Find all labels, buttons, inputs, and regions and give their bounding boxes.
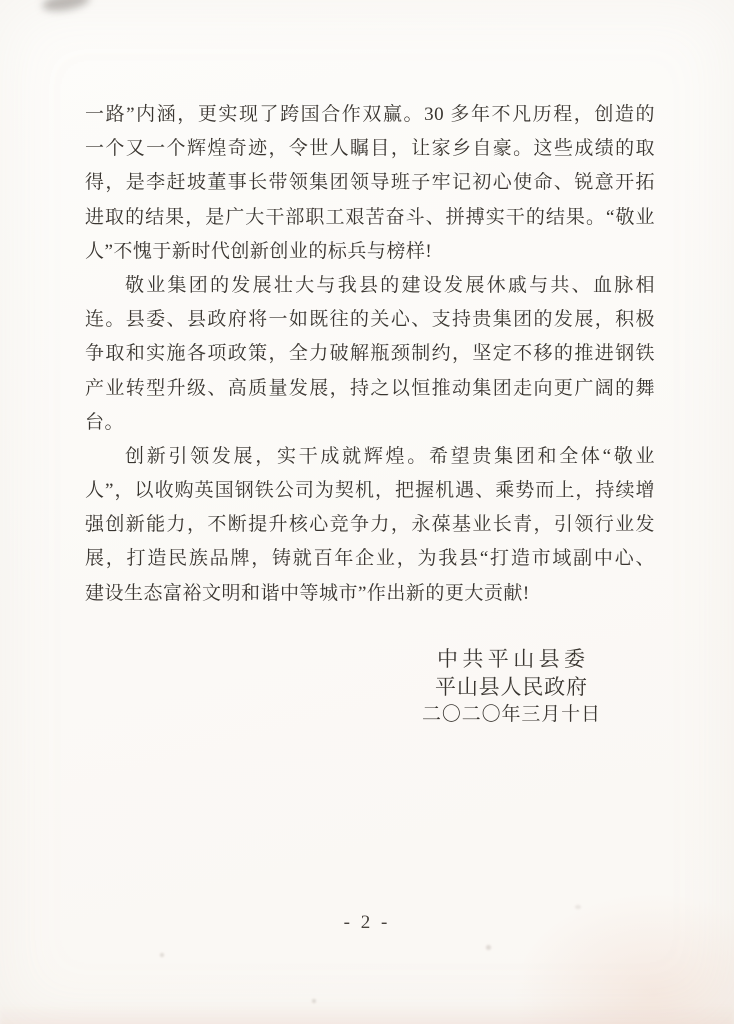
body-line: 产业转型升级、高质量发展，持之以恒推动集团走向更广阔的舞: [85, 377, 655, 399]
signature-block: [422, 645, 600, 729]
body-line: 得，是李赶坡董事长带领集团领导班子牢记初心使命、锐意开拓: [85, 172, 655, 194]
signature-date: 二〇二〇年三月十日: [422, 704, 600, 725]
body-line: 敬业集团的发展壮大与我县的建设发展休戚与共、血脉相: [125, 274, 655, 296]
body-line: 强创新能力，不断提升核心竞争力，永葆基业长青，引领行业发: [85, 514, 655, 536]
body-line: 一路”内涵，更实现了跨国合作双赢。30 多年不凡历程，创造的: [85, 104, 655, 125]
body-line: 人”，以收购英国钢铁公司为契机，把握机遇、乘势而上，持续增: [85, 480, 655, 502]
letter-body: [85, 98, 655, 611]
body-line: 展，打造民族品牌，铸就百年企业，为我县“打造市域副中心、: [85, 548, 655, 570]
body-line: 争取和实施各项政策，全力破解瓶颈制约，坚定不移的推进钢铁: [85, 343, 655, 365]
scan-smudge-artifact: [41, 0, 91, 14]
signature-org-government: 平山县人民政府: [435, 675, 587, 699]
body-line: 台。: [85, 411, 125, 433]
body-line: 人”不愧于新时代创新创业的标兵与榜样!: [85, 240, 433, 262]
signature-org-party: 中共平山县委: [437, 647, 585, 671]
body-line: 进取的结果，是广大干部职工艰苦奋斗、拼搏实干的结果。“敬业: [85, 206, 655, 228]
scan-speck: [160, 953, 164, 957]
scan-speck: [575, 905, 581, 909]
scan-speck: [312, 999, 316, 1003]
body-line: 连。县委、县政府将一如既往的关心、支持贵集团的发展，积极: [85, 309, 655, 331]
body-line: 创新引领发展，实干成就辉煌。希望贵集团和全体“敬业: [125, 445, 655, 467]
page-number: - 2 -: [343, 912, 391, 933]
body-line: 一个又一个辉煌奇迹，令世人瞩目，让家乡自豪。这些成绩的取: [85, 138, 655, 160]
scan-speck: [486, 945, 491, 950]
body-line: 建设生态富裕文明和谐中等城市”作出新的更大贡献!: [85, 582, 530, 604]
